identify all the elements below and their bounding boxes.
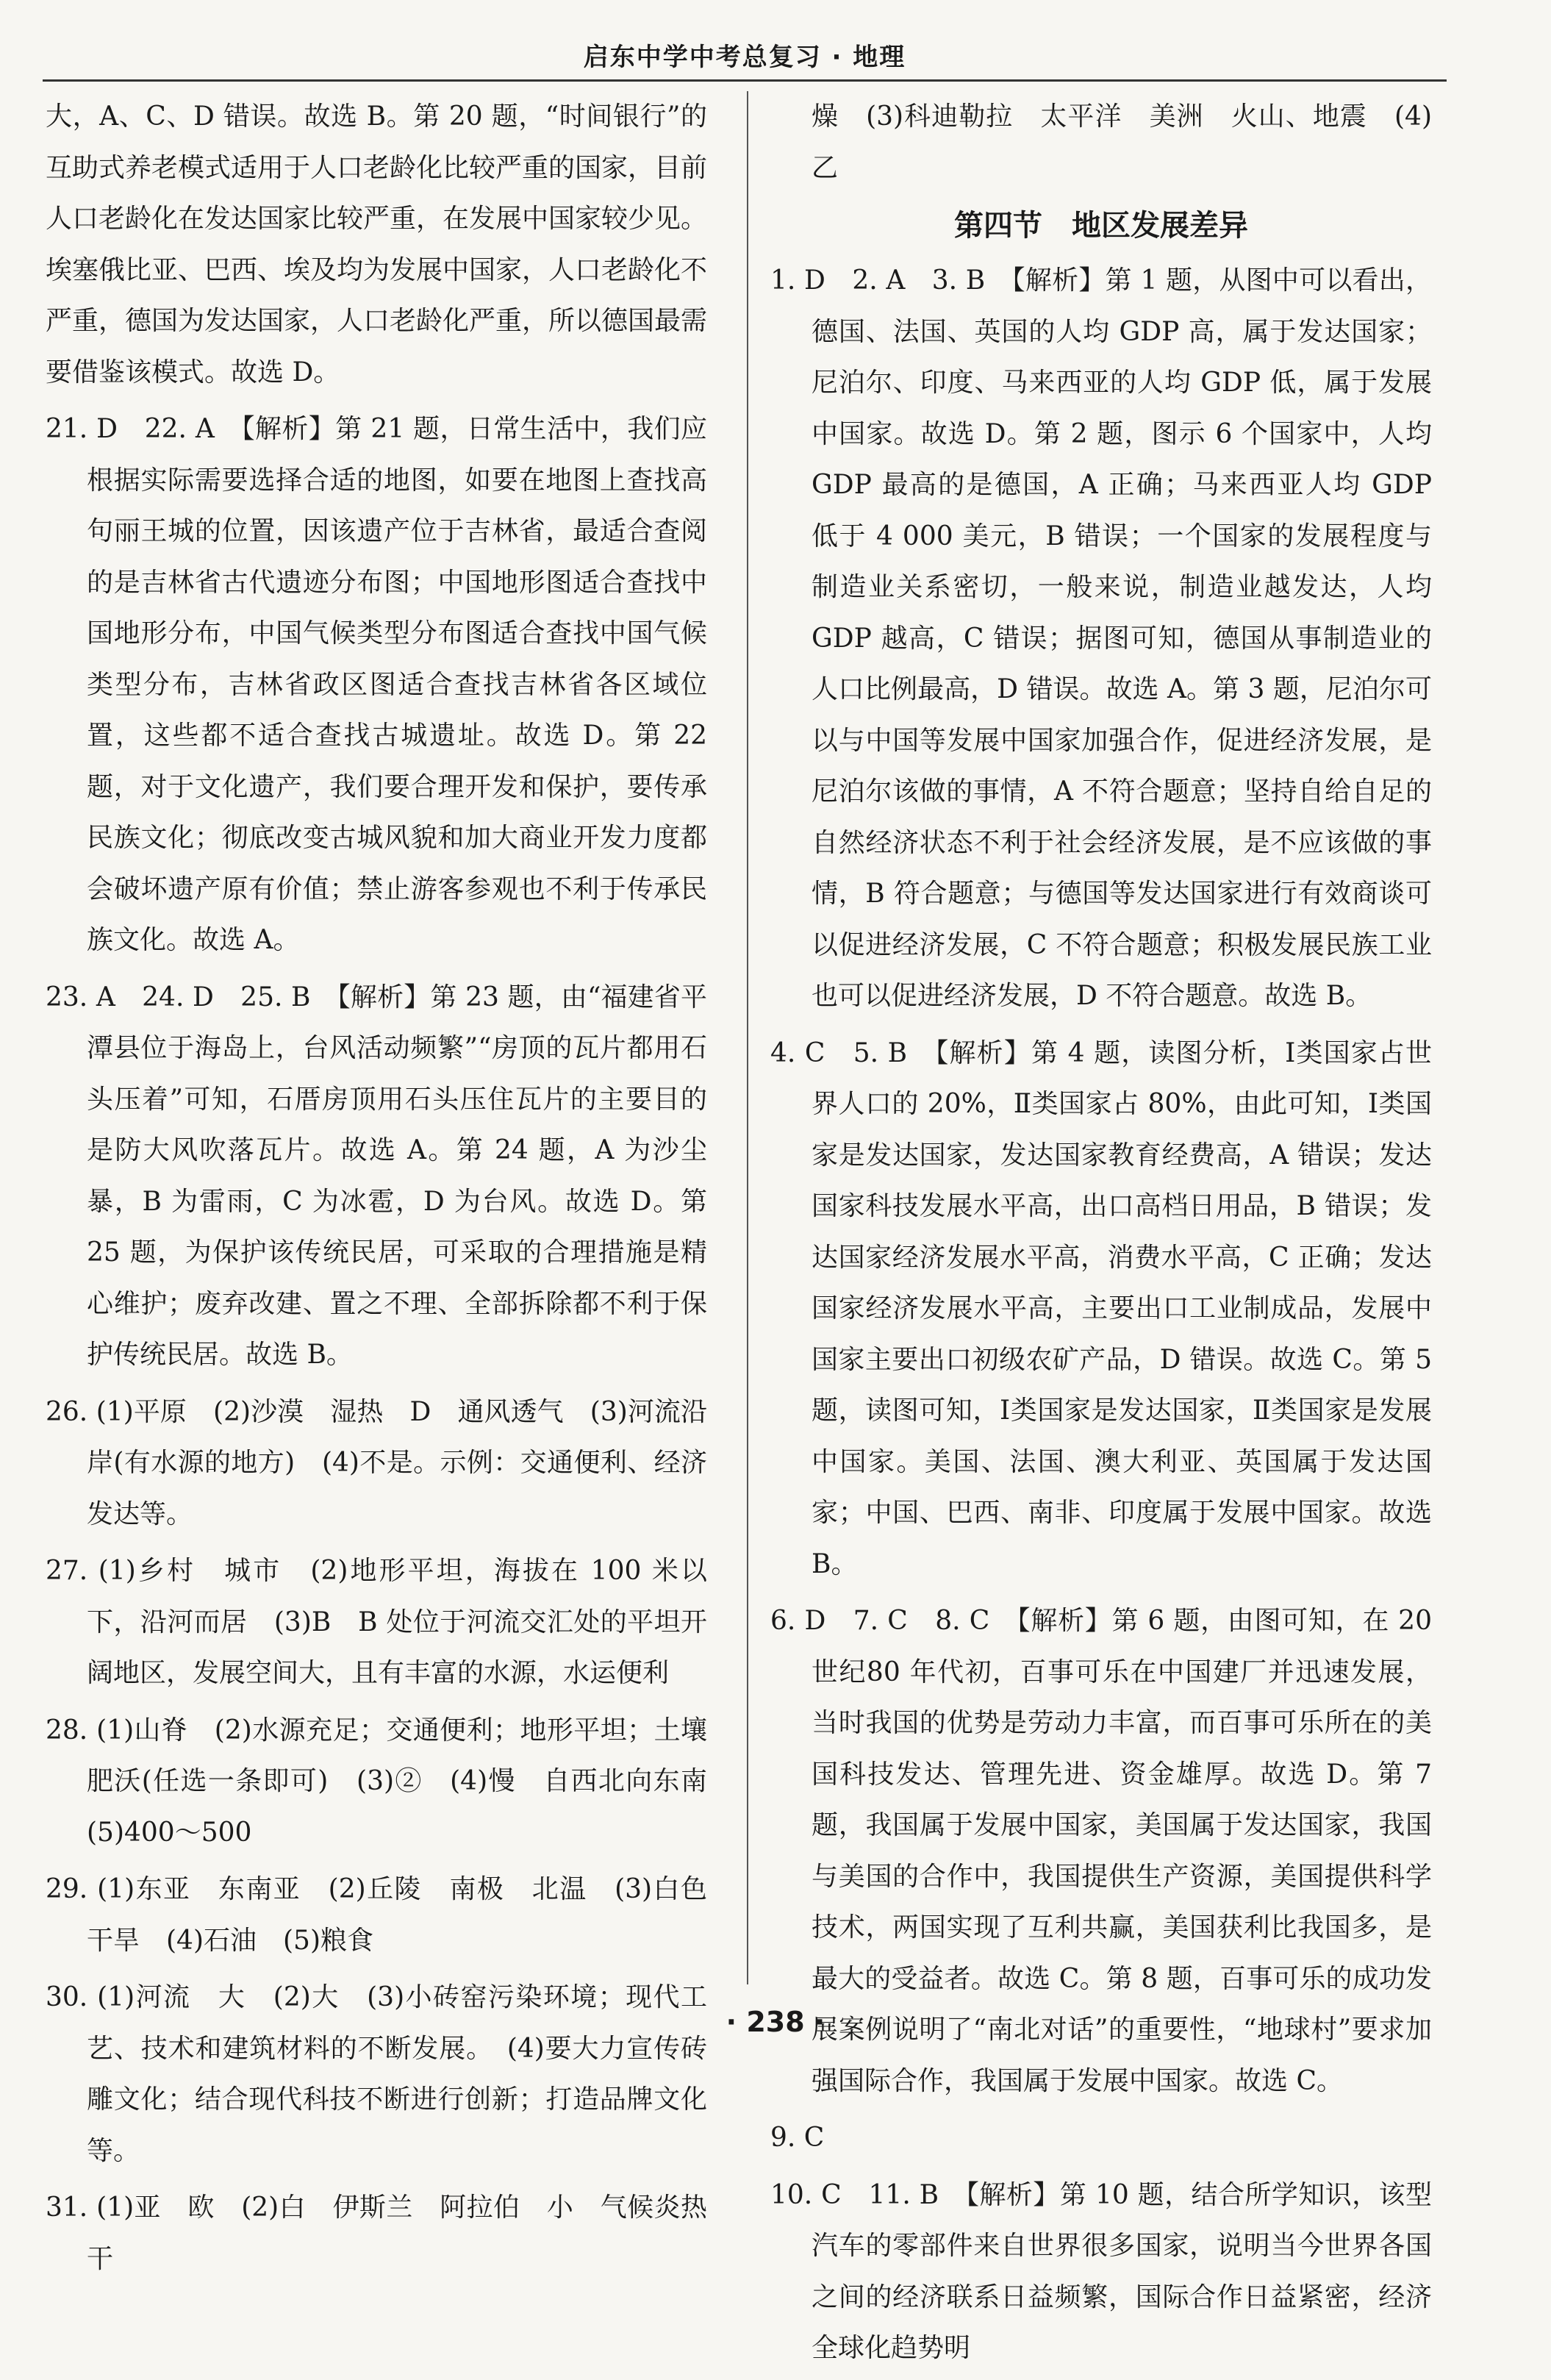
left-column (46, 91, 734, 2290)
answer-31: 31. (1)亚 欧 (2)白 伊斯兰 阿拉伯 小 气候炎热干 (46, 2193, 707, 2274)
answer-6-8: 6. D 7. C 8. C 【解析】第 6 题，由图可知，在 20 世纪80 年代初，百事可乐在中国建厂并迅速发展，当时我国的优势是劳动力丰富，而百事可乐所在的美国科技发达、管理先进、资金雄厚。故选 D。第 7 题，我国属于发展中国家，美国属于发达国家，我国与美国的合作中，我国提供生产资源，美国提供科学技术，两国实现了互利共赢，美国获利比我国多，是最大的受益者。故选 C。第 8 题，百事可乐的成功发展案例说明了“南北对话”的重要性，“地球村”要求加强国际合作，我国属于发展中国家。故选 C。 (770, 1606, 1432, 2096)
answer-21-22: 21. D 22. A 【解析】第 21 题，日常生活中，我们应根据实际需要选择合适的地图，如要在地图上查找高句丽王城的位置，因该遗产位于吉林省，最适合查阅的是吉林省古代遗迹分布图；中国地形图适合查找中国地形分布，中国气候类型分布图适合查找中国气候类型分布，吉林省政区图适合查找吉林省各区域位置，这些都不适合查找古城遗址。故选 D。第 22 题，对于文化遗产，我们要合理开发和保护，要传承民族文化；彻底改变古城风貌和加大商业开发力度都会破坏遗产原有价值；禁止游客参观也不利于传承民族文化。故选 A。 (46, 414, 707, 955)
page-header (43, 37, 1447, 82)
answer-23-25: 23. A 24. D 25. B 【解析】第 23 题，由“福建省平潭县位于海岛上，台风活动频繁”“房顶的瓦片都用石头压着”可知，石厝房顶用石头压住瓦片的主要目的是防大风吹落瓦片。故选 A。第 24 题，A 为沙尘暴，B 为雷雨，C 为冰雹，D 为台风。故选 D。第 25 题，为保护该传统民居，可采取的合理措施是精心维护；废弃改建、置之不理、全部拆除都不利于保护传统民居。故选 B。 (46, 982, 707, 1370)
page-number: · 238 · (726, 2006, 825, 2038)
answer-31-continued: 燥 (3)科迪勒拉 太平洋 美洲 火山、地震 (4)乙 (812, 101, 1432, 183)
answer-28: 28. (1)山脊 (2)水源充足；交通便利；地形平坦；土壤肥沃(任选一条即可) (3)② (4)慢 自西北向东南 (5)400～500 (46, 1715, 734, 1848)
answer-1-3: 1. D 2. A 3. B 【解析】第 1 题，从图中可以看出，德国、法国、英国的人均 GDP 高，属于发达国家；尼泊尔、印度、马来西亚的人均 GDP 低，属于发展中国家。故选 D。第 2 题，图示 6 个国家中，人均 GDP 最高的是德国，A 正确；马来西亚人均 GDP 低于 4 000 美元，B 错误；一个国家的发展程度与制造业关系密切，一般来说，制造业越发达，人均 GDP 越高，C 错误；据图可知，德国从事制造业的人口比例最高，D 错误。故选 A。第 3 题，尼泊尔可以与中国等发展中国家加强合作，促进经济发展，是尼泊尔该做的事情，A 不符合题意；坚持自给自足的自然经济状态不利于社会经济发展，是不应该做的事情，B 符合题意；与德国等发达国家进行有效商谈可以促进经济发展，C 不符合题意；积极发展民族工业也可以促进经济发展，D 不符合题意。故选 B。 (770, 265, 1432, 1011)
answer-4-5: 4. C 5. B 【解析】第 4 题，读图分析，Ⅰ类国家占世界人口的 20%，Ⅱ类国家占 80%，由此可知，Ⅰ类国家是发达国家，发达国家教育经费高，A 错误；发达国家科技发展水平高，出口高档日用品，B 错误；发达国家经济发展水平高，消费水平高，C 正确；发达国家经济发展水平高，主要出口工业制成品，发展中国家主要出口初级农矿产品，D 错误。故选 C。第 5 题，读图可知，Ⅰ类国家是发达国家，Ⅱ类国家是发展中国家。美国、法国、澳大利亚、英国属于发达国家；中国、巴西、南非、印度属于发展中国家。故选 B。 (770, 1037, 1432, 1579)
answer-20-continued: 大，A、C、D 错误。故选 B。第 20 题，“时间银行”的互助式养老模式适用于人口老龄化比较严重的国家，目前人口老龄化在发达国家比较严重，在发展中国家较少见。埃塞俄比亚、巴西、埃及均为发展中国家，人口老龄化不严重，德国为发达国家，人口老龄化严重，所以德国最需要借鉴该模式。故选 D。 (46, 101, 708, 387)
answer-9: 9. C (770, 2123, 825, 2153)
section-title: 第四节 地区发展差异 (954, 209, 1248, 243)
answer-10-11: 10. C 11. B 【解析】第 10 题，结合所学知识，该型汽车的零部件来自世界很多国家，说明当今世界各国之间的经济联系日益频繁，国际合作日益紧密，经济全球化趋势明 (770, 2179, 1432, 2363)
column-divider (747, 91, 748, 1984)
answer-30: 30. (1)河流 大 (2)大 (3)小砖窑污染环境；现代工艺、技术和建筑材料的不断发展。 (4)要大力宣传砖雕文化；结合现代科技不断进行创新；打造品牌文化等。 (46, 1982, 707, 2166)
header-title: 启东中学中考总复习 · 地理 (583, 43, 906, 72)
answer-29: 29. (1)东亚 东南亚 (2)丘陵 南极 北温 (3)白色 干旱 (4)石油 (5)粮食 (46, 1874, 734, 1956)
answer-27: 27. (1)乡村 城市 (2)地形平坦，海拔在 100 米以下，沿河而居 (3)B B 处位于河流交汇处的平坦开阔地区，发展空间大，且有丰富的水源，水运便利 (46, 1556, 707, 1688)
answer-26: 26. (1)平原 (2)沙漠 湿热 D 通风透气 (3)河流沿岸(有水源的地方) (4)不是。示例：交通便利、经济发达等。 (46, 1396, 707, 1529)
